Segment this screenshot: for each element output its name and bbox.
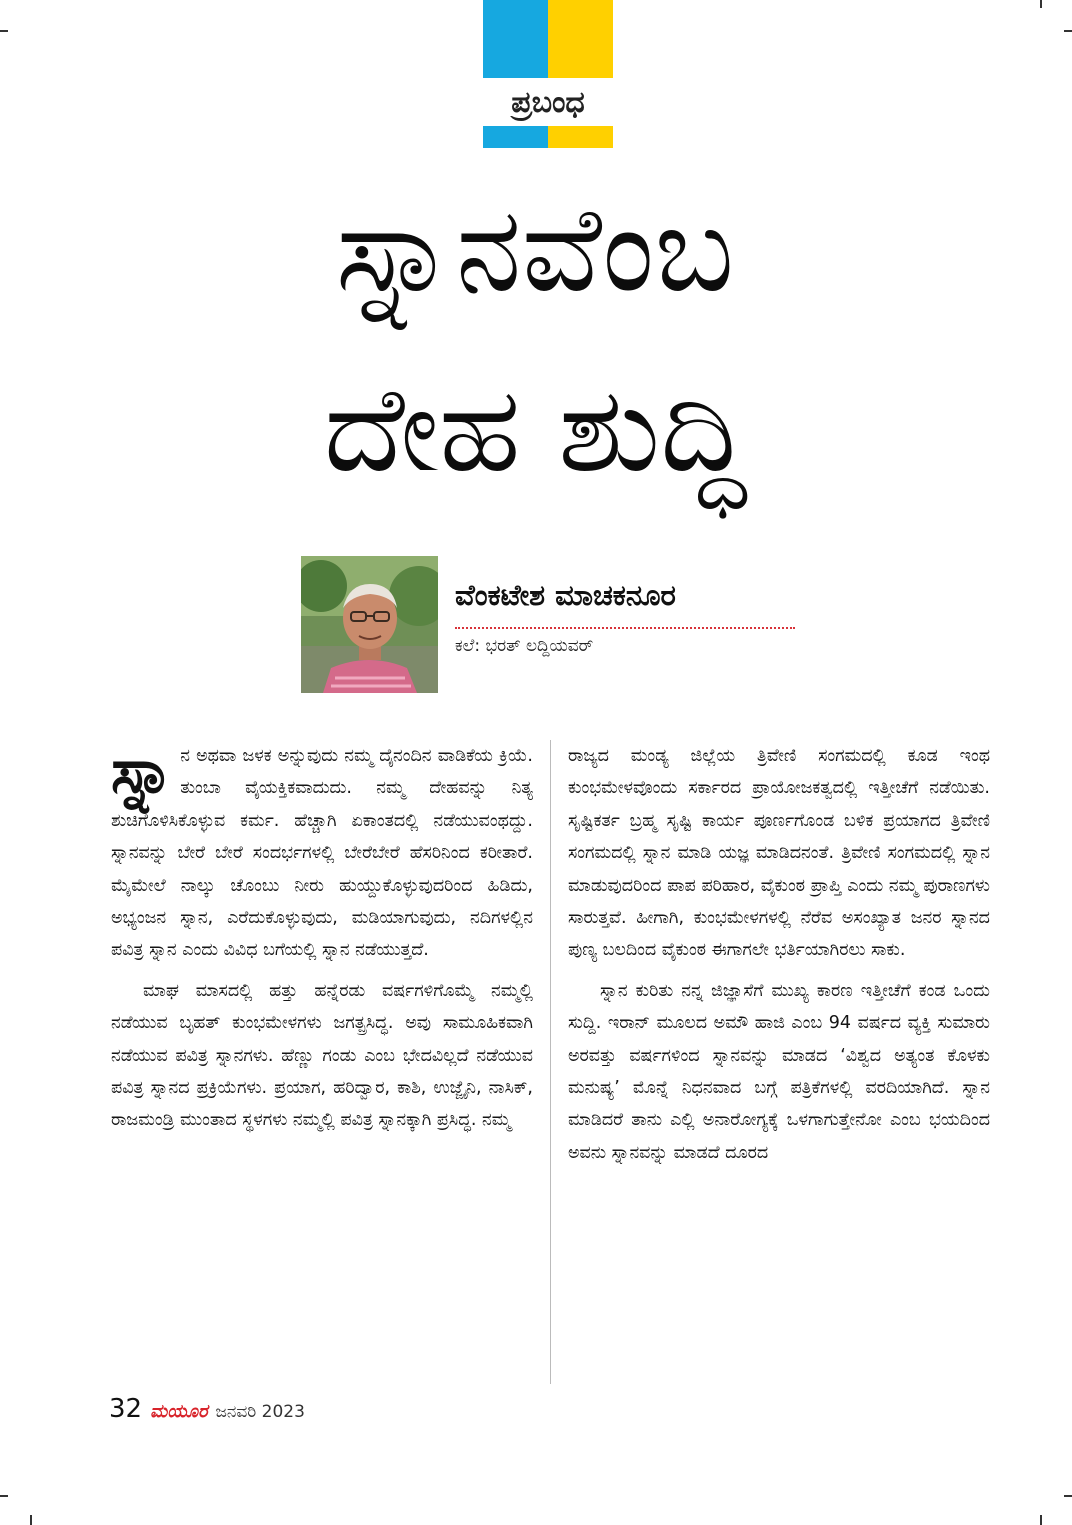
crop-mark xyxy=(30,1515,32,1525)
section-tag-blue-strip xyxy=(483,126,548,148)
page-number: 32 xyxy=(109,1394,143,1424)
art-credit: ಕಲೆ: ಭರತ್ ಲದ್ದಿಯವರ್ xyxy=(455,636,594,656)
page-footer xyxy=(109,1394,305,1424)
headline-line-2: ದೇಹ ಶುದ್ಧಿ xyxy=(323,360,747,498)
section-tag-yellow-strip xyxy=(548,126,613,148)
crop-mark xyxy=(0,1495,8,1497)
magazine-name: ಮಯೂರ xyxy=(150,1401,208,1422)
issue-date: ಜನವರಿ 2023 xyxy=(215,1402,305,1422)
author-photo xyxy=(301,556,438,693)
crop-mark xyxy=(1040,1515,1042,1525)
section-tag xyxy=(483,0,613,148)
author-name: ವೆಂಕಟೇಶ ಮಾಚಕನೂರ xyxy=(455,578,676,612)
article-paragraph: ರಾಜ್ಯದ ಮಂಡ್ಯ ಜಿಲ್ಲೆಯ ತ್ರಿವೇಣಿ ಸಂಗಮದಲ್ಲಿ ಕೂಡ ಇಂಥ ಕುಂಭಮೇಳವೊಂದು ಸರ್ಕಾರದ ಪ್ರಾಯೋಜಕತ್ವದಲ್ಲಿ ಇತ್ತೀಚೆಗೆ ನಡೆಯಿತು. ಸೃಷ್ಟಿಕರ್ತ ಬ್ರಹ್ಮ ಸೃಷ್ಟಿ ಕಾರ್ಯ ಪೂರ್ಣಗೊಂಡ ಬಳಿಕ ಪ್ರಯಾಗದ ತ್ರಿವೇಣಿ ಸಂಗಮದಲ್ಲಿ ಸ್ನಾನ ಮಾಡಿ ಯಜ್ಞ ಮಾಡಿದನಂತೆ. ತ್ರಿವೇಣಿ ಸಂಗಮದಲ್ಲಿ ಸ್ನಾನ ಮಾಡುವುದರಿಂದ ಪಾಪ ಪರಿಹಾರ, ವೈಕುಂಠ ಪ್ರಾಪ್ತಿ ಎಂದು ನಮ್ಮ ಪುರಾಣಗಳು ಸಾರುತ್ತವೆ. ಹೀಗಾಗಿ, ಕುಂಭಮೇಳಗಳಲ್ಲಿ ನೆರೆವ ಅಸಂಖ್ಯಾತ ಜನರ ಸ್ನಾನದ ಪುಣ್ಯ ಬಲದಿಂದ ವೈಕುಂಠ ಈಗಾಗಲೇ ಭರ್ತಿಯಾಗಿರಲು ಸಾಕು. xyxy=(568,746,990,961)
article-paragraph: ಸ್ನಾನ ಕುರಿತು ನನ್ನ ಜಿಜ್ಞಾಸೆಗೆ ಮುಖ್ಯ ಕಾರಣ ಇತ್ತೀಚೆಗೆ ಕಂಡ ಒಂದು ಸುದ್ದಿ. ಇರಾನ್ ಮೂಲದ ಅಮೌ ಹಾಜಿ ಎಂಬ 94 ವರ್ಷದ ವ್ಯಕ್ತಿ ಸುಮಾರು ಅರವತ್ತು ವರ್ಷಗಳಿಂದ ಸ್ನಾನವನ್ನು ಮಾಡದ ‘ವಿಶ್ವದ ಅತ್ಯಂತ ಕೊಳಕು ಮನುಷ್ಯ’ ಮೊನ್ನೆ ನಿಧನವಾದ ಬಗ್ಗೆ ಪತ್ರಿಕೆಗಳಲ್ಲಿ ವರದಿಯಾಗಿದೆ. ಸ್ನಾನ ಮಾಡಿದರೆ ತಾನು ಎಲ್ಲಿ ಅನಾರೋಗ್ಯಕ್ಕೆ ಒಳಗಾಗುತ್ತೇನೋ ಎಂಬ ಭಯದಿಂದ ಅವನು ಸ್ನಾನವನ್ನು ಮಾಡದೆ ದೂರದ xyxy=(568,980,990,1163)
crop-mark xyxy=(0,30,8,32)
column-divider xyxy=(550,740,551,1384)
article-paragraph: ಮಾಘ ಮಾಸದಲ್ಲಿ ಹತ್ತು ಹನ್ನೆರಡು ವರ್ಷಗಳಿಗೊಮ್ಮೆ ನಮ್ಮಲ್ಲಿ ನಡೆಯುವ ಬೃಹತ್ ಕುಂಭಮೇಳಗಳು ಜಗತ್ಪ್ರಸಿದ್ಧ. ಅವು ಸಾಮೂಹಿಕವಾಗಿ ನಡೆಯುವ ಪವಿತ್ರ ಸ್ನಾನಗಳು. ಹೆಣ್ಣು ಗಂಡು ಎಂಬ ಭೇದವಿಲ್ಲದೆ ನಡೆಯುವ ಪವಿತ್ರ ಸ್ನಾನದ ಪ್ರಕ್ರಿಯೆಗಳು. ಪ್ರಯಾಗ, ಹರಿದ್ವಾರ, ಕಾಶಿ, ಉಜ್ಜೈನಿ, ನಾಸಿಕ್, ರಾಜಮಂಡ್ರಿ ಮುಂತಾದ ಸ್ಥಳಗಳು ನಮ್ಮಲ್ಲಿ ಪವಿತ್ರ ಸ್ನಾನಕ್ಕಾಗಿ ಪ್ರಸಿದ್ಧ. ನಮ್ಮ xyxy=(111,980,533,1131)
author-divider xyxy=(455,627,795,629)
section-tag-blue-block xyxy=(483,0,548,78)
section-label: ಪ್ರಬಂಧ xyxy=(511,84,585,120)
crop-mark xyxy=(1040,0,1042,8)
article-column-left xyxy=(111,734,533,1137)
article-paragraph xyxy=(111,734,533,967)
crop-mark xyxy=(1064,30,1072,32)
paragraph-text: ನ ಅಥವಾ ಜಳಕ ಅನ್ನುವುದು ನಮ್ಮ ದೈನಂದಿನ ವಾಡಿಕೆಯ ಕ್ರಿಯೆ. ತುಂಬಾ ವೈಯಕ್ತಿಕವಾದುದು. ನಮ್ಮ ದೇಹವನ್ನು ನಿತ್ಯ ಶುಚಿಗೊಳಿಸಿಕೊಳ್ಳುವ ಕರ್ಮ. ಹೆಚ್ಚಾಗಿ ಏಕಾಂತದಲ್ಲಿ ನಡೆಯುವಂಥದ್ದು. ಸ್ನಾನವನ್ನು ಬೇರೆ ಬೇರೆ ಸಂದರ್ಭಗಳಲ್ಲಿ ಬೇರೆಬೇರೆ ಹೆಸರಿನಿಂದ ಕರೀತಾರೆ. ಮೈಮೇಲೆ ನಾಲ್ಕು ಚೊಂಬು ನೀರು ಹುಯ್ದುಕೊಳ್ಳುವುದರಿಂದ ಹಿಡಿದು, ಅಭ್ಯಂಜನ ಸ್ನಾನ, ಎರೆದುಕೊಳ್ಳುವುದು, ಮಡಿಯಾಗುವುದು, ನದಿಗಳಲ್ಲಿನ ಪವಿತ್ರ ಸ್ನಾನ ಎಂದು ವಿವಿಧ ಬಗೆಯಲ್ಲಿ ಸ್ನಾನ ನಡೆಯುತ್ತದೆ. xyxy=(111,746,533,961)
article-column-right xyxy=(568,740,990,1169)
headline-line-1: ಸ್ನಾನವೆಂಬ xyxy=(335,180,735,318)
drop-cap: ಸ್ನಾ xyxy=(111,734,175,807)
crop-mark xyxy=(1064,1495,1072,1497)
section-tag-yellow-block xyxy=(548,0,613,78)
